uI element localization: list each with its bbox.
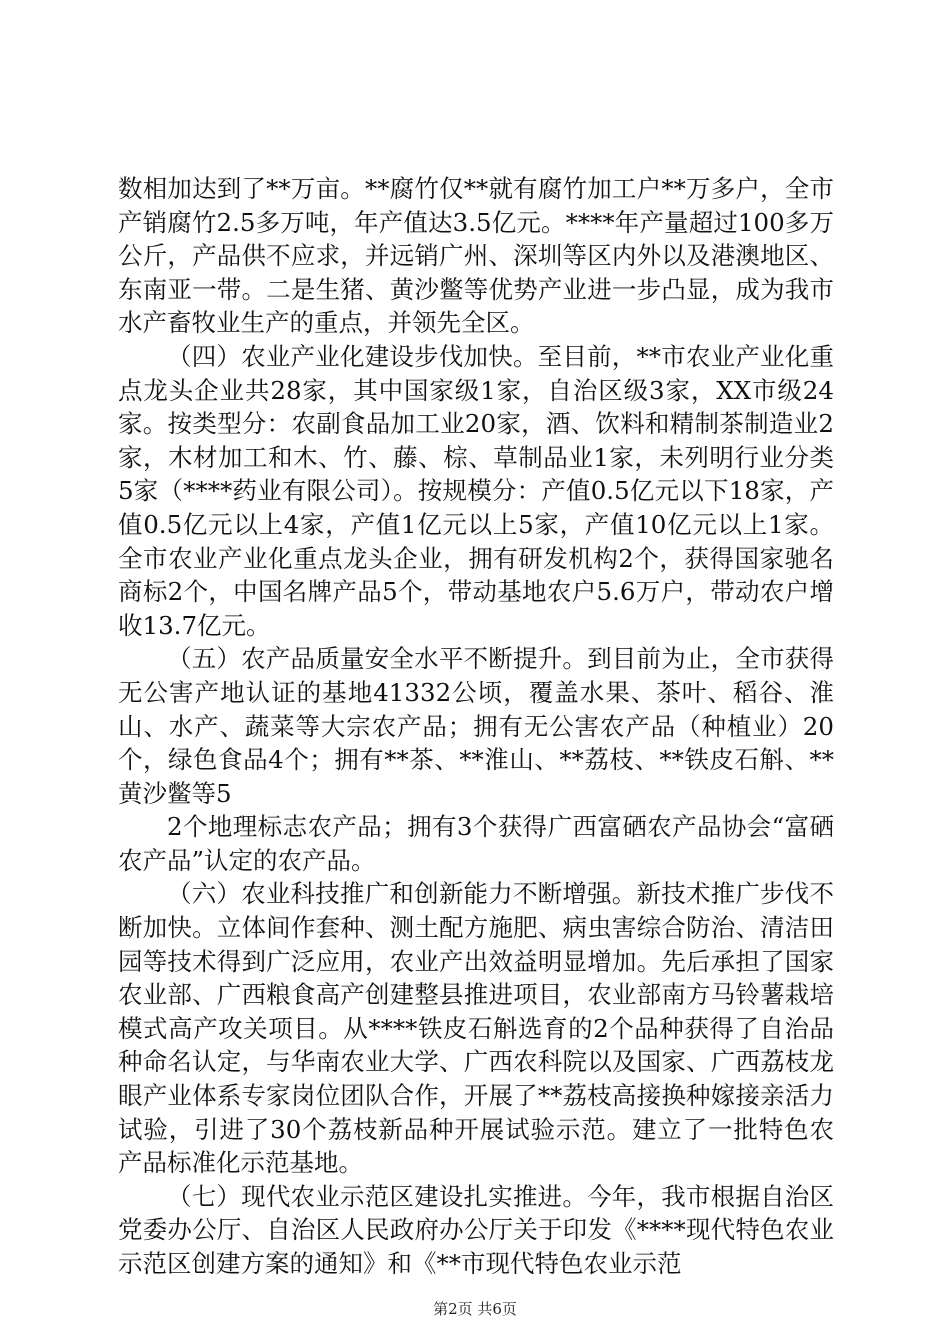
paragraph-section-7: （七）现代农业示范区建设扎实推进。今年，我市根据自治区党委办公厅、自治区人民政府办公厅关于印发《****现代特色农业示范区创建方案的通知》和《**市现代特色农业示范	[118, 1181, 834, 1278]
paragraph-section-5: （五）农产品质量安全水平不断提升。到目前为止，全市获得无公害产地认证的基地41332公顷，覆盖水果、茶叶、稻谷、淮山、水产、蔬菜等大宗农产品；拥有无公害农产品（种植业）20个，绿色食品4个；拥有**茶、**淮山、**荔枝、**铁皮石斛、**黄沙鳖等5	[118, 644, 834, 808]
page-number-footer: 第2页 共6页	[433, 1300, 517, 1318]
paragraph-continuation: 数相加达到了**万亩。**腐竹仅**就有腐竹加工户**万多户，全市产销腐竹2.5多万吨，年产值达3.5亿元。****年产量超过100多万公斤，产品供不应求，并远销广州、深圳等区内外以及港澳地区、东南亚一带。二是生猪、黄沙鳖等优势产业进一步凸显，成为我市水产畜牧业生产的重点，并领先全区。	[118, 174, 834, 338]
paragraph-section-4: （四）农业产业化建设步伐加快。至目前，**市农业产业化重点龙头企业共28家，其中国家级1家，自治区级3家，XX市级24家。按类型分：农副食品加工业20家，酒、饮料和精制茶制造业2家，木材加工和木、竹、藤、棕、草制品业1家，未列明行业分类5家（****药业有限公司）。按规模分：产值0.5亿元以下18家，产值0.5亿元以上4家，产值1亿元以上5家，产值10亿元以上1家。全市农业产业化重点龙头企业，拥有研发机构2个，获得国家驰名商标2个，中国名牌产品5个，带动基地农户5.6万户，带动农户增收13.7亿元。	[118, 341, 834, 640]
document-body	[118, 172, 834, 1281]
paragraph-geographic-indication: 2个地理标志农产品；拥有3个获得广西富硒农产品协会“富硒农产品”认定的农产品。	[118, 812, 834, 875]
paragraph-section-6: （六）农业科技推广和创新能力不断增强。新技术推广步伐不断加快。立体间作套种、测土配方施肥、病虫害综合防治、清洁田园等技术得到广泛应用，农业产出效益明显增加。先后承担了国家农业部、广西粮食高产创建整县推进项目，农业部南方马铃薯栽培模式高产攻关项目。从****铁皮石斛选育的2个品种获得了自治品种命名认定，与华南农业大学、广西农科院以及国家、广西荔枝龙眼产业体系专家岗位团队合作，开展了**荔枝高接换种嫁接亲活力试验，引进了30个荔枝新品种开展试验示范。建立了一批特色农产品标准化示范基地。	[118, 879, 834, 1178]
